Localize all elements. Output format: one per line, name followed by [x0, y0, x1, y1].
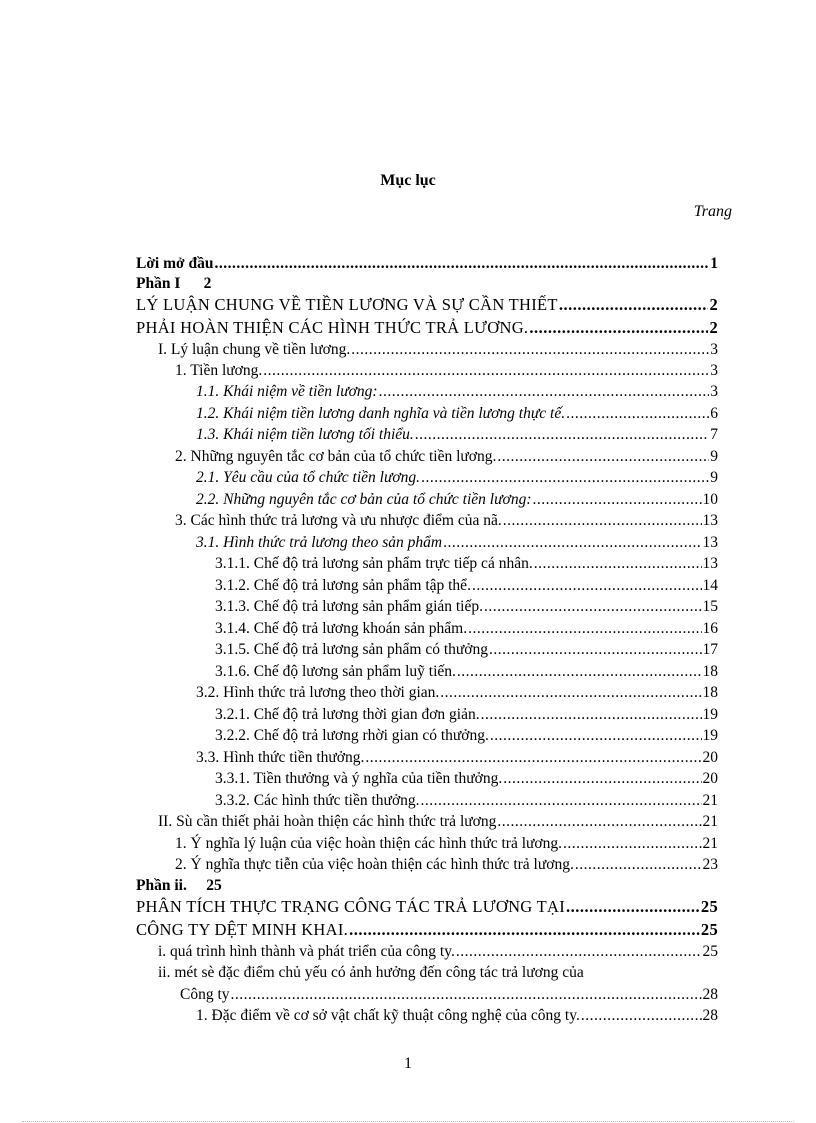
- toc-entry-title: 3.1.5. Chế độ trả lương sản phẩm có thưởng: [215, 641, 488, 658]
- toc-entry[interactable]: [136, 897, 718, 917]
- toc-entry[interactable]: [175, 447, 718, 467]
- toc-entry-title: 3.2.2. Chế độ trả lương rhời gian có thưởng.: [215, 727, 489, 744]
- toc-entry-page: 14: [702, 577, 718, 594]
- toc-entry[interactable]: [215, 554, 718, 574]
- toc-leader: [484, 597, 702, 617]
- toc-entry-page: 18: [702, 663, 718, 680]
- toc-leader: [563, 834, 702, 854]
- toc-entry-title: Lời mở đầu: [136, 255, 214, 272]
- toc-entry-title: Phần ii. 25: [136, 877, 222, 894]
- toc-entry[interactable]: [136, 318, 718, 338]
- toc-entry[interactable]: [158, 812, 718, 832]
- toc-leader: [456, 942, 702, 962]
- toc-entry-title: CÔNG TY DỆT MINH KHAI.: [136, 920, 349, 939]
- toc-entry[interactable]: [175, 834, 718, 854]
- toc-entry[interactable]: [215, 640, 718, 660]
- toc-entry-continuation[interactable]: [180, 985, 718, 1005]
- toc-entry-title: 3.3.1. Tiền thưởng và ý nghĩa của tiền thưởng.: [215, 770, 503, 787]
- toc-leader: [575, 855, 702, 875]
- toc-leader: [559, 295, 709, 315]
- toc-leader: [497, 812, 701, 832]
- toc-entry[interactable]: [175, 361, 718, 381]
- toc-entry-title: Phần I 2: [136, 275, 212, 292]
- toc-entry-title: 3.2.1. Chế độ trả lương thời gian đơn giản.: [215, 706, 480, 723]
- toc-entry-title: 2.2. Những nguyên tắc cơ bản của tổ chức tiền lương:: [196, 491, 532, 508]
- toc-entry-title: PHẢI HOÀN THIỆN CÁC HÌNH THỨC TRẢ LƯƠNG.: [136, 318, 529, 337]
- toc-leader: [534, 554, 702, 574]
- toc-entry[interactable]: [175, 855, 718, 875]
- toc-entry-page: 21: [702, 813, 718, 830]
- toc-entry-title: 2.1. Yêu cầu của tổ chức tiền lương.: [196, 469, 421, 486]
- toc-entry[interactable]: [215, 769, 718, 789]
- toc-entry-title: Công ty: [180, 986, 230, 1003]
- toc-entry-title: 1.2. Khái niệm tiền lương danh nghĩa và tiền lương thực tế.: [196, 405, 566, 422]
- toc-entry-title: ii. mét sè đặc điểm chủ yếu có ảnh hưởng đến công tác trả lương của: [158, 964, 584, 981]
- toc-entry-page: 1: [710, 255, 718, 272]
- toc-entry-title: 1. Tiền lương.: [175, 362, 263, 379]
- toc-entry-title: 3.1. Hình thức trả lương theo sản phẩm: [196, 534, 443, 551]
- toc-entry[interactable]: [215, 597, 718, 617]
- toc-entry[interactable]: [158, 340, 718, 360]
- toc-entry-page: 19: [702, 727, 718, 744]
- toc-entry[interactable]: [215, 705, 718, 725]
- toc-entry-page: 23: [702, 856, 718, 873]
- toc-entry[interactable]: [136, 254, 718, 274]
- toc-entry[interactable]: [196, 468, 718, 488]
- toc-leader: [365, 748, 701, 768]
- toc-entry-page: 19: [702, 706, 718, 723]
- toc-entry[interactable]: [196, 533, 718, 553]
- toc-entry-title: 1. Đặc điểm về cơ sở vật chất kỹ thuật công nghệ của công ty.: [196, 1007, 580, 1024]
- toc-leader: [481, 705, 702, 725]
- toc-entry-title: LÝ LUẬN CHUNG VỀ TIỀN LƯƠNG VÀ SỰ CẦN THIẾT: [136, 295, 558, 314]
- toc-entry-page: 15: [702, 598, 718, 615]
- toc-entry[interactable]: [158, 963, 584, 983]
- toc-entry-page: 25: [700, 920, 718, 939]
- toc-entry-page: 3: [710, 341, 718, 358]
- toc-entry-title: i. quá trình hình thành và phát triển của công ty.: [158, 943, 455, 960]
- toc-entry-page: 13: [702, 555, 718, 572]
- toc-entry-title: 3. Các hình thức trả lương và ưu nhược điểm của nã.: [175, 512, 502, 529]
- toc-entry-page: 7: [710, 426, 718, 443]
- toc-entry-page: 9: [710, 448, 718, 465]
- toc-leader: [415, 425, 709, 445]
- toc-entry-page: 25: [700, 897, 718, 916]
- toc-entry-title: 3.3.2. Các hình thức tiền thưởng.: [215, 792, 420, 809]
- toc-leader: [351, 340, 709, 360]
- toc-entry-title: PHÂN TÍCH THỰC TRẠNG CÔNG TÁC TRẢ LƯƠNG TẠI: [136, 897, 566, 916]
- toc-entry-page: 3: [710, 362, 718, 379]
- toc-leader: [349, 920, 700, 940]
- toc-leader: [421, 791, 702, 811]
- page-column-label: Trang: [693, 203, 732, 220]
- toc-leader: [440, 683, 701, 703]
- page-title: Mục lục: [380, 172, 436, 189]
- toc-leader: [472, 576, 702, 596]
- toc-leader: [468, 619, 701, 639]
- toc-entry[interactable]: [215, 619, 718, 639]
- toc-entry-title: 3.2. Hình thức trả lương theo thời gian.: [196, 684, 440, 701]
- toc-part-heading[interactable]: [136, 876, 222, 896]
- toc-entry[interactable]: [215, 726, 718, 746]
- toc-entry-page: 17: [702, 641, 718, 658]
- toc-part-heading[interactable]: [136, 274, 211, 294]
- toc-leader: [489, 640, 702, 660]
- toc-leader: [379, 382, 710, 402]
- toc-leader: [457, 662, 702, 682]
- toc-entry-title: 1.3. Khái niệm tiền lương tối thiểu.: [196, 426, 414, 443]
- page-number: 1: [404, 1055, 412, 1072]
- toc-entry-title: 1. Ý nghĩa lý luận của việc hoàn thiện các hình thức trả lương.: [175, 835, 562, 852]
- toc-entry-page: 20: [702, 749, 718, 766]
- toc-entry[interactable]: [196, 382, 718, 402]
- toc-entry[interactable]: [215, 791, 718, 811]
- toc-entry-page: 21: [702, 792, 718, 809]
- toc-entry-page: 13: [702, 512, 718, 529]
- toc-leader: [443, 533, 701, 553]
- toc-entry-page: 9: [710, 469, 718, 486]
- toc-leader: [231, 985, 702, 1005]
- toc-entry-page: 2: [709, 295, 718, 314]
- toc-leader: [263, 361, 709, 381]
- toc-entry-page: 21: [702, 835, 718, 852]
- toc-entry[interactable]: [196, 1006, 718, 1026]
- toc-entry[interactable]: [215, 662, 718, 682]
- toc-leader: [529, 318, 708, 338]
- toc-entry-title: 3.1.4. Chế độ trả lương khoán sản phẩm.: [215, 620, 468, 637]
- toc-entry-page: 13: [702, 534, 718, 551]
- toc-leader: [532, 490, 701, 510]
- toc-entry-page: 20: [702, 770, 718, 787]
- toc-leader: [566, 897, 700, 917]
- toc-entry-title: I. Lý luận chung về tiền lương.: [158, 341, 351, 358]
- toc-entry-title: 3.1.6. Chế độ lương sản phẩm luỹ tiến.: [215, 663, 456, 680]
- toc-entry[interactable]: [215, 576, 718, 596]
- toc-entry-page: 10: [702, 491, 718, 508]
- toc-entry-title: 1.1. Khái niệm về tiền lương:: [196, 383, 378, 400]
- toc-entry[interactable]: [136, 295, 718, 315]
- toc-entry-title: 2. Ý nghĩa thực tiễn của việc hoàn thiện các hình thức trả lương.: [175, 856, 574, 873]
- toc-entry-title: 2. Những nguyên tắc cơ bản của tổ chức tiền lương.: [175, 448, 497, 465]
- toc-entry-page: 28: [702, 1007, 718, 1024]
- toc-entry-title: 3.3. Hình thức tiền thưởng.: [196, 749, 365, 766]
- toc-entry[interactable]: [196, 404, 718, 424]
- toc-leader: [503, 511, 702, 531]
- toc-entry[interactable]: [158, 942, 718, 962]
- toc-leader: [503, 769, 701, 789]
- toc-entry-page: 2: [709, 318, 718, 337]
- toc-leader: [490, 726, 702, 746]
- toc-entry-page: 6: [710, 405, 718, 422]
- toc-entry-title: II. Sù cần thiết phải hoàn thiện các hình thức trả lương: [158, 813, 497, 830]
- toc-entry-title: 3.1.2. Chế độ trả lương sản phẩm tập thể.: [215, 577, 471, 594]
- toc-entry-title: 3.1.3. Chế độ trả lương sản phẩm gián tiếp.: [215, 598, 483, 615]
- toc-entry-title: 3.1.1. Chế độ trả lương sản phẩm trực tiếp cá nhân.: [215, 555, 533, 572]
- toc-entry-page: 3: [710, 383, 718, 400]
- toc-entry-page: 25: [702, 943, 718, 960]
- toc-leader: [566, 404, 709, 424]
- page-bottom-divider: [22, 1121, 794, 1122]
- toc-entry[interactable]: [136, 920, 718, 940]
- toc-entry-page: 16: [702, 620, 718, 637]
- toc-entry[interactable]: [175, 511, 718, 531]
- toc-leader: [497, 447, 709, 467]
- toc-entry[interactable]: [196, 683, 718, 703]
- toc-entry[interactable]: [196, 748, 718, 768]
- toc-entry-page: 18: [702, 684, 718, 701]
- toc-leader: [214, 254, 709, 274]
- toc-entry[interactable]: [196, 425, 718, 445]
- toc-entry-page: 28: [702, 986, 718, 1003]
- toc-leader: [421, 468, 709, 488]
- toc-leader: [581, 1006, 702, 1026]
- toc-entry[interactable]: [196, 490, 718, 510]
